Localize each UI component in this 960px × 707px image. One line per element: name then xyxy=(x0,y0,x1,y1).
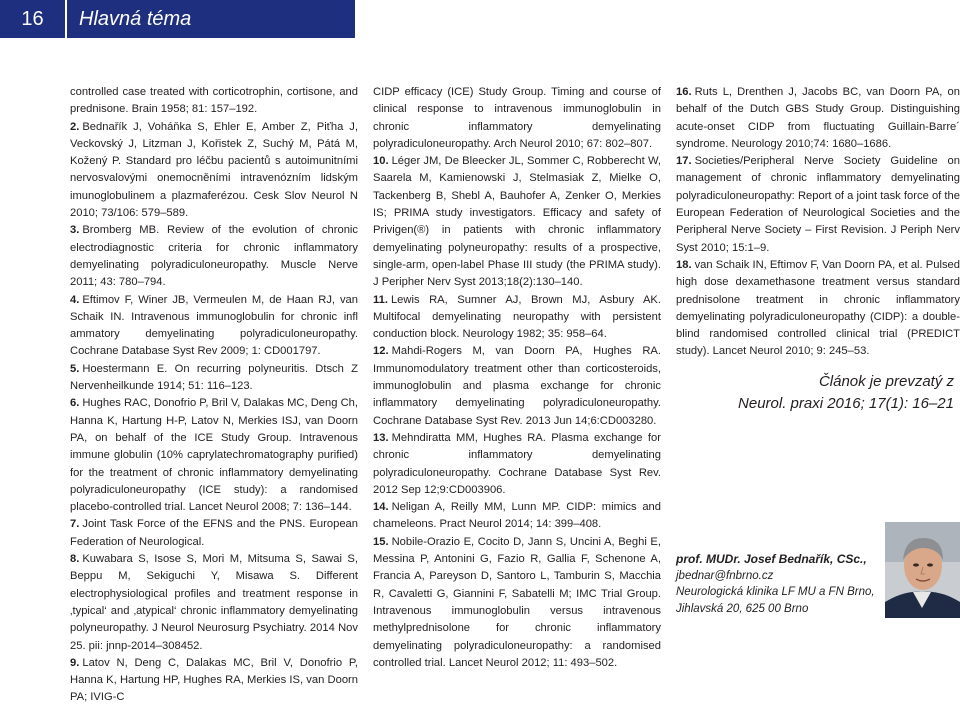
references-column-1 xyxy=(70,84,358,707)
author-photo xyxy=(885,522,960,618)
reference-item xyxy=(373,153,661,291)
reference-number: 15. xyxy=(373,535,389,548)
author-affiliation: Neurologická klinika LF MU a FN Brno, xyxy=(676,586,875,598)
reference-text: Hoestermann E. On recurring polyneuritis. Dtsch Z Nervenheilkunde 1914; 51: 116–123. xyxy=(70,362,358,393)
reference-item xyxy=(70,292,358,361)
page-header xyxy=(0,0,355,38)
reference-item xyxy=(373,534,661,672)
reference-text: Bednařík J, Voháňka S, Ehler E, Amber Z, Piťha J, Veckovský J, Litzman J, Kořistek Z, Suchý M, Pátá M, Kožený P. Standard pro léčbu pacientů s autoimunitními nervosvalovými onemocněními intravenózním lidským imunoglobulinem a plazmaferézou. Cesk Slov Neurol N 2010; 73/106: 579–589. xyxy=(70,120,358,220)
page-number: 16 xyxy=(0,0,65,38)
reference-item xyxy=(676,153,960,257)
reference-text: CIDP efficacy (ICE) Study Group. Timing and course of clinical response to intravenous immunoglobulin in chronic inflammatory demyelinating polyradiculoneuropathy. Arch Neurol 2010; 67: 802–807. xyxy=(373,86,661,150)
reference-item xyxy=(373,343,661,429)
source-note-line-2: Neurol. praxi 2016; 17(1): 16–21 xyxy=(738,395,954,412)
author-email-link[interactable]: jbednar@fnbrno.cz xyxy=(676,569,774,582)
reference-number: 7. xyxy=(70,518,80,531)
reference-text: Neligan A, Reilly MM, Lunn MP. CIDP: mimics and chameleons. Pract Neurol 2014; 14: 399–408. xyxy=(373,501,661,531)
references-column-3 xyxy=(676,84,960,361)
reference-text: Eftimov F, Winer JB, Vermeulen M, de Haan RJ, van Schaik IN. Intravenous immunoglobulin for chronic infl ammatory demyelinating polyradiculoneuropathy. Cochrane Database Syst Rev 2009; 1: CD001797. xyxy=(70,293,358,358)
reference-item xyxy=(70,655,358,707)
reference-number: 18. xyxy=(676,258,692,271)
reference-text: controlled case treated with corticotrophin, cortisone, and prednisone. Brain 1958; 81: 157–192. xyxy=(70,86,358,116)
reference-number: 8. xyxy=(70,553,80,566)
reference-number: 11. xyxy=(373,293,388,306)
reference-number: 9. xyxy=(70,656,80,669)
reference-text: Mehndiratta MM, Hughes RA. Plasma exchange for chronic inflammatory demyelinating polyradiculoneuropathy. Cochrane Database Syst Rev. 2012 Sep 12;9:CD003906. xyxy=(373,431,661,496)
author-address: Jihlavská 20, 625 00 Brno xyxy=(676,602,809,615)
reference-item xyxy=(70,361,358,396)
reference-text: Latov N, Deng C, Dalakas MC, Bril V, Donofrio P, Hanna K, Hartung HP, Hughes RA, Merkies IS, van Doorn PA; IVIG-C xyxy=(70,656,358,704)
reference-text: Societies/Peripheral Nerve Society Guideline on management of chronic inflammatory demyelinating polyradiculoneuropathy: Report of a joint task force of the European Federation of Neurological Societies and the Peripheral Nerve Society – First Revision. J Periph Nerv Syst 2010; 15:1–9. xyxy=(676,155,960,254)
reference-item xyxy=(373,430,661,499)
reference-number: 16. xyxy=(676,86,692,98)
reference-number: 13. xyxy=(373,431,389,444)
reference-text: Bromberg MB. Review of the evolution of chronic electrodiagnostic criteria for chronic inflammatory demyelinating polyradiculoneuropathy. Muscle Nerve 2011; 43: 780–794. xyxy=(70,224,358,289)
reference-item xyxy=(676,84,960,153)
reference-text: Mahdi-Rogers M, van Doorn PA, Hughes RA. Immunomodulatory treatment other than corticosteroids, immunoglobulin and plasma exchange for chronic inflammatory demyelinating polyradiculoneuropathy. Cochrane Database Syst Rev. 2013 Jun 14;6:CD003280. xyxy=(373,345,661,427)
reference-text: Ruts L, Drenthen J, Jacobs BC, van Doorn PA, on behalf of the Dutch GBS Study Group. Distinguishing acute-onset CIDP from fluctuating Guillain-Barre´ syndrome. Neurology 2010;74: 1680–1686. xyxy=(676,86,960,150)
reference-item xyxy=(70,84,358,119)
reference-text: Lewis RA, Sumner AJ, Brown MJ, Asbury AK. Multifocal demyelinating neuropathy with persistent conduction block. Neurology 1982; 35: 958–64. xyxy=(373,293,661,341)
reference-number: 12. xyxy=(373,345,389,358)
reference-item xyxy=(70,516,358,551)
reference-item xyxy=(70,551,358,655)
reference-item xyxy=(70,222,358,291)
author-block xyxy=(676,551,876,617)
reference-number: 2. xyxy=(70,120,80,133)
reference-item xyxy=(70,395,358,516)
reference-text: Nobile-Orazio E, Cocito D, Jann S, Uncini A, Beghi E, Messina P, Antonini G, Fazio R, Gallia F, Schenone A, Francia A, Pareyson D, Santoro L, Tamburin S, Macchia R, Cavaletti G, Giannini F, Sabatelli M; IMC Trial Group. Intravenous immunoglobulin versus intravenous methylprednisolone for chronic inflammatory demyelinating polyradiculoneuropathy: a randomised controlled trial. Lancet Neurol 2012; 11: 493–502. xyxy=(373,535,661,669)
reference-number: 5. xyxy=(70,362,80,375)
source-note-line-1: Článok je prevzatý z xyxy=(818,373,954,390)
reference-text: van Schaik IN, Eftimov F, Van Doorn PA, et al. Pulsed high dose dexamethasone treatment versus standard prednisolone treatment in chronic inflammatory demyelinating polyradiculoneuropathy (CIDP): a double-blind randomised controlled clinical trial (PREDICT study). Lancet Neurol 2010; 9: 245–53. xyxy=(676,258,960,358)
reference-number: 17. xyxy=(676,155,692,168)
reference-text: Hughes RAC, Donofrio P, Bril V, Dalakas MC, Deng Ch, Hanna K, Hartung H-P, Latov N, Merkies ISJ, van Doorn PA, on behalf of the ICE Study Group. Intravenous immune globulin (10% caprylatechromatography purified) for the treatment of chronic inflammatory demyelinating polyradiculoneuropathy (ICE study): a randomised placebo-controlled trial. Lancet Neurol 2008; 7: 136–144. xyxy=(70,397,358,514)
reference-item xyxy=(373,499,661,534)
reference-number: 14. xyxy=(373,501,389,514)
reference-text: Joint Task Force of the EFNS and the PNS. European Federation of Neurological. xyxy=(70,518,358,548)
source-note xyxy=(738,371,954,415)
author-portrait-image xyxy=(885,522,960,618)
section-title: Hlavná téma xyxy=(67,0,355,38)
reference-text: Léger JM, De Bleecker JL, Sommer C, Robberecht W, Saarela M, Kamienowski J, Stelmasiak Z, Mielke O, Tackenberg B, Shebl A, Bauhofer A, Zenker O, Merkies IS; PRIMA study investigators. Efficacy and safety of Privigen(®) in patients with chronic inflammatory demyelinating polyneuropathy: results of a prospective, single-arm, open-label Phase III study (the PRIMA study). J Peripher Nerv Syst 2013;18(2):130–140. xyxy=(373,155,661,289)
reference-number: 3. xyxy=(70,224,80,237)
reference-item xyxy=(70,119,358,223)
reference-number: 4. xyxy=(70,293,80,306)
reference-number: 6. xyxy=(70,397,80,410)
author-name: prof. MUDr. Josef Bednařík, CSc., xyxy=(676,552,867,566)
reference-number: 10. xyxy=(373,155,389,168)
reference-item xyxy=(676,257,960,361)
reference-text: Kuwabara S, Isose S, Mori M, Mitsuma S, Sawai S, Beppu M, Sekiguchi Y, Misawa S. Different electrophysiological profiles and treatment response in ‚typical‘ and ‚atypical‘ chronic inflammatory demyelinating polyneuropathy. J Neurol Neurosurg Psychiatry. 2014 Nov 25. pii: jnnp-2014–308452. xyxy=(70,553,358,652)
references-column-2 xyxy=(373,84,661,672)
reference-item xyxy=(373,292,661,344)
reference-item xyxy=(373,84,661,153)
